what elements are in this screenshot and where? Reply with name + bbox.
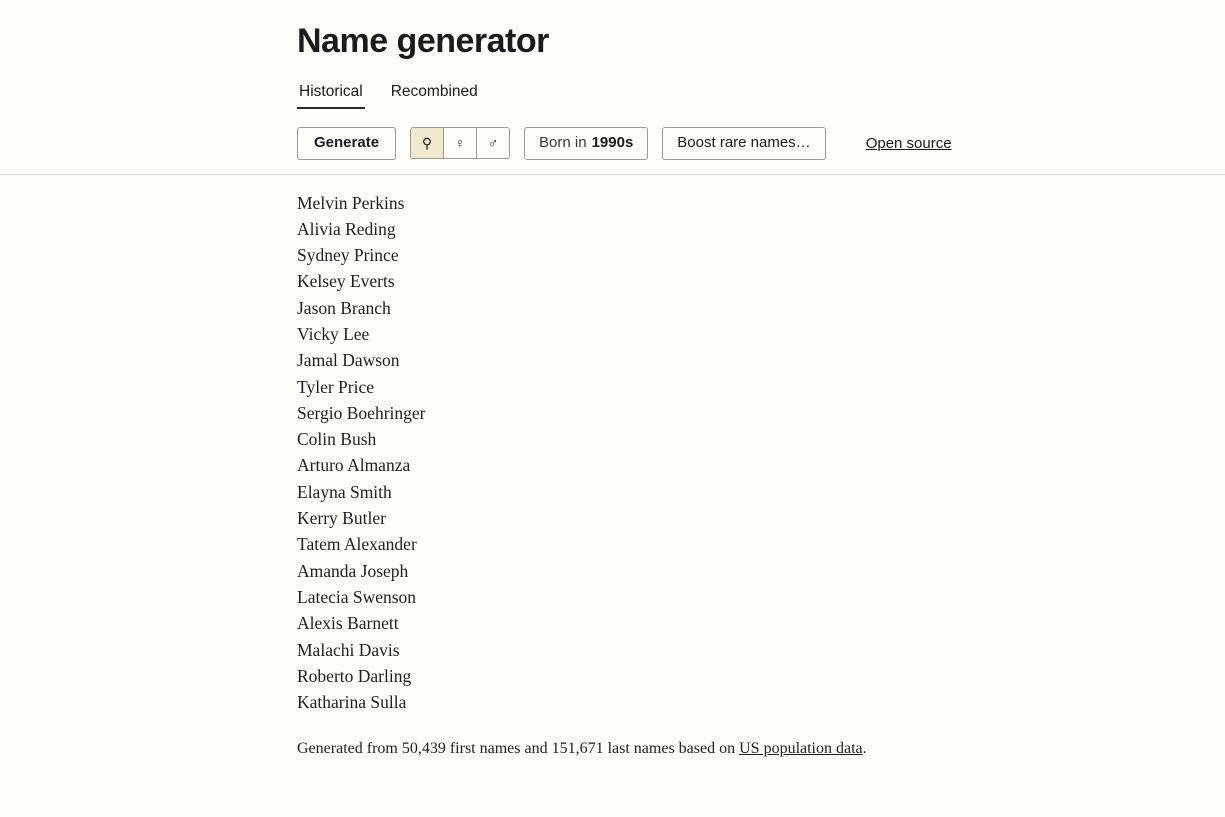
list-item: Melvin Perkins — [297, 192, 405, 213]
open-source-link[interactable]: Open source — [865, 134, 952, 152]
male-gender-glyph: ♂ — [487, 135, 499, 152]
neutral-gender-icon[interactable] — [411, 128, 444, 158]
list-item: Sydney Prince — [297, 245, 399, 266]
tab-recombined[interactable] — [389, 81, 480, 109]
footer-prefix: Generated from 50,439 first names and 151,671 last names based on — [297, 740, 740, 758]
list-item: Vicky Lee — [297, 323, 370, 344]
list-item: Alivia Reding — [297, 218, 396, 239]
tab-historical-label: Historical — [299, 83, 363, 100]
list-item: Alexis Barnett — [297, 613, 399, 634]
tab-bar — [297, 81, 1197, 109]
female-gender-glyph: ♀ — [454, 135, 466, 152]
generate-button[interactable]: Generate — [297, 127, 396, 160]
female-gender-icon[interactable] — [444, 128, 477, 158]
tab-historical[interactable] — [297, 81, 365, 109]
list-item: Tatem Alexander — [297, 534, 417, 555]
list-item: Elayna Smith — [297, 481, 392, 502]
male-gender-icon[interactable] — [477, 128, 509, 158]
list-item: Jamal Dawson — [297, 350, 400, 371]
list-item: Amanda Joseph — [297, 560, 409, 581]
list-item: Colin Bush — [297, 429, 377, 450]
footer-note — [297, 740, 1197, 758]
gender-selector — [410, 127, 510, 159]
born-in-label: Born in — [539, 134, 587, 151]
list-item: Arturo Almanza — [297, 455, 411, 476]
tab-recombined-label: Recombined — [390, 83, 478, 100]
born-in-value: 1990s — [591, 134, 634, 151]
boost-rare-names-button[interactable]: Boost rare names… — [662, 127, 825, 160]
list-item: Roberto Darling — [297, 665, 412, 686]
us-population-data-link[interactable]: US population data — [739, 740, 863, 758]
list-item: Malachi Davis — [297, 639, 400, 660]
born-in-decade-button[interactable] — [524, 127, 648, 160]
list-item: Jason Branch — [297, 297, 391, 318]
list-item: Kelsey Everts — [297, 271, 395, 292]
list-item: Tyler Price — [297, 376, 375, 397]
list-item: Katharina Sulla — [297, 692, 407, 713]
toolbar — [297, 127, 1197, 160]
list-item: Kerry Butler — [297, 508, 386, 529]
footer-suffix: . — [862, 740, 867, 758]
neutral-gender-glyph: ⚲ — [421, 134, 433, 151]
list-item: Latecia Swenson — [297, 586, 417, 607]
page-title: Name generator — [297, 22, 549, 60]
name-list — [297, 190, 1197, 716]
main-content — [297, 0, 1197, 758]
list-item: Sergio Boehringer — [297, 402, 426, 423]
